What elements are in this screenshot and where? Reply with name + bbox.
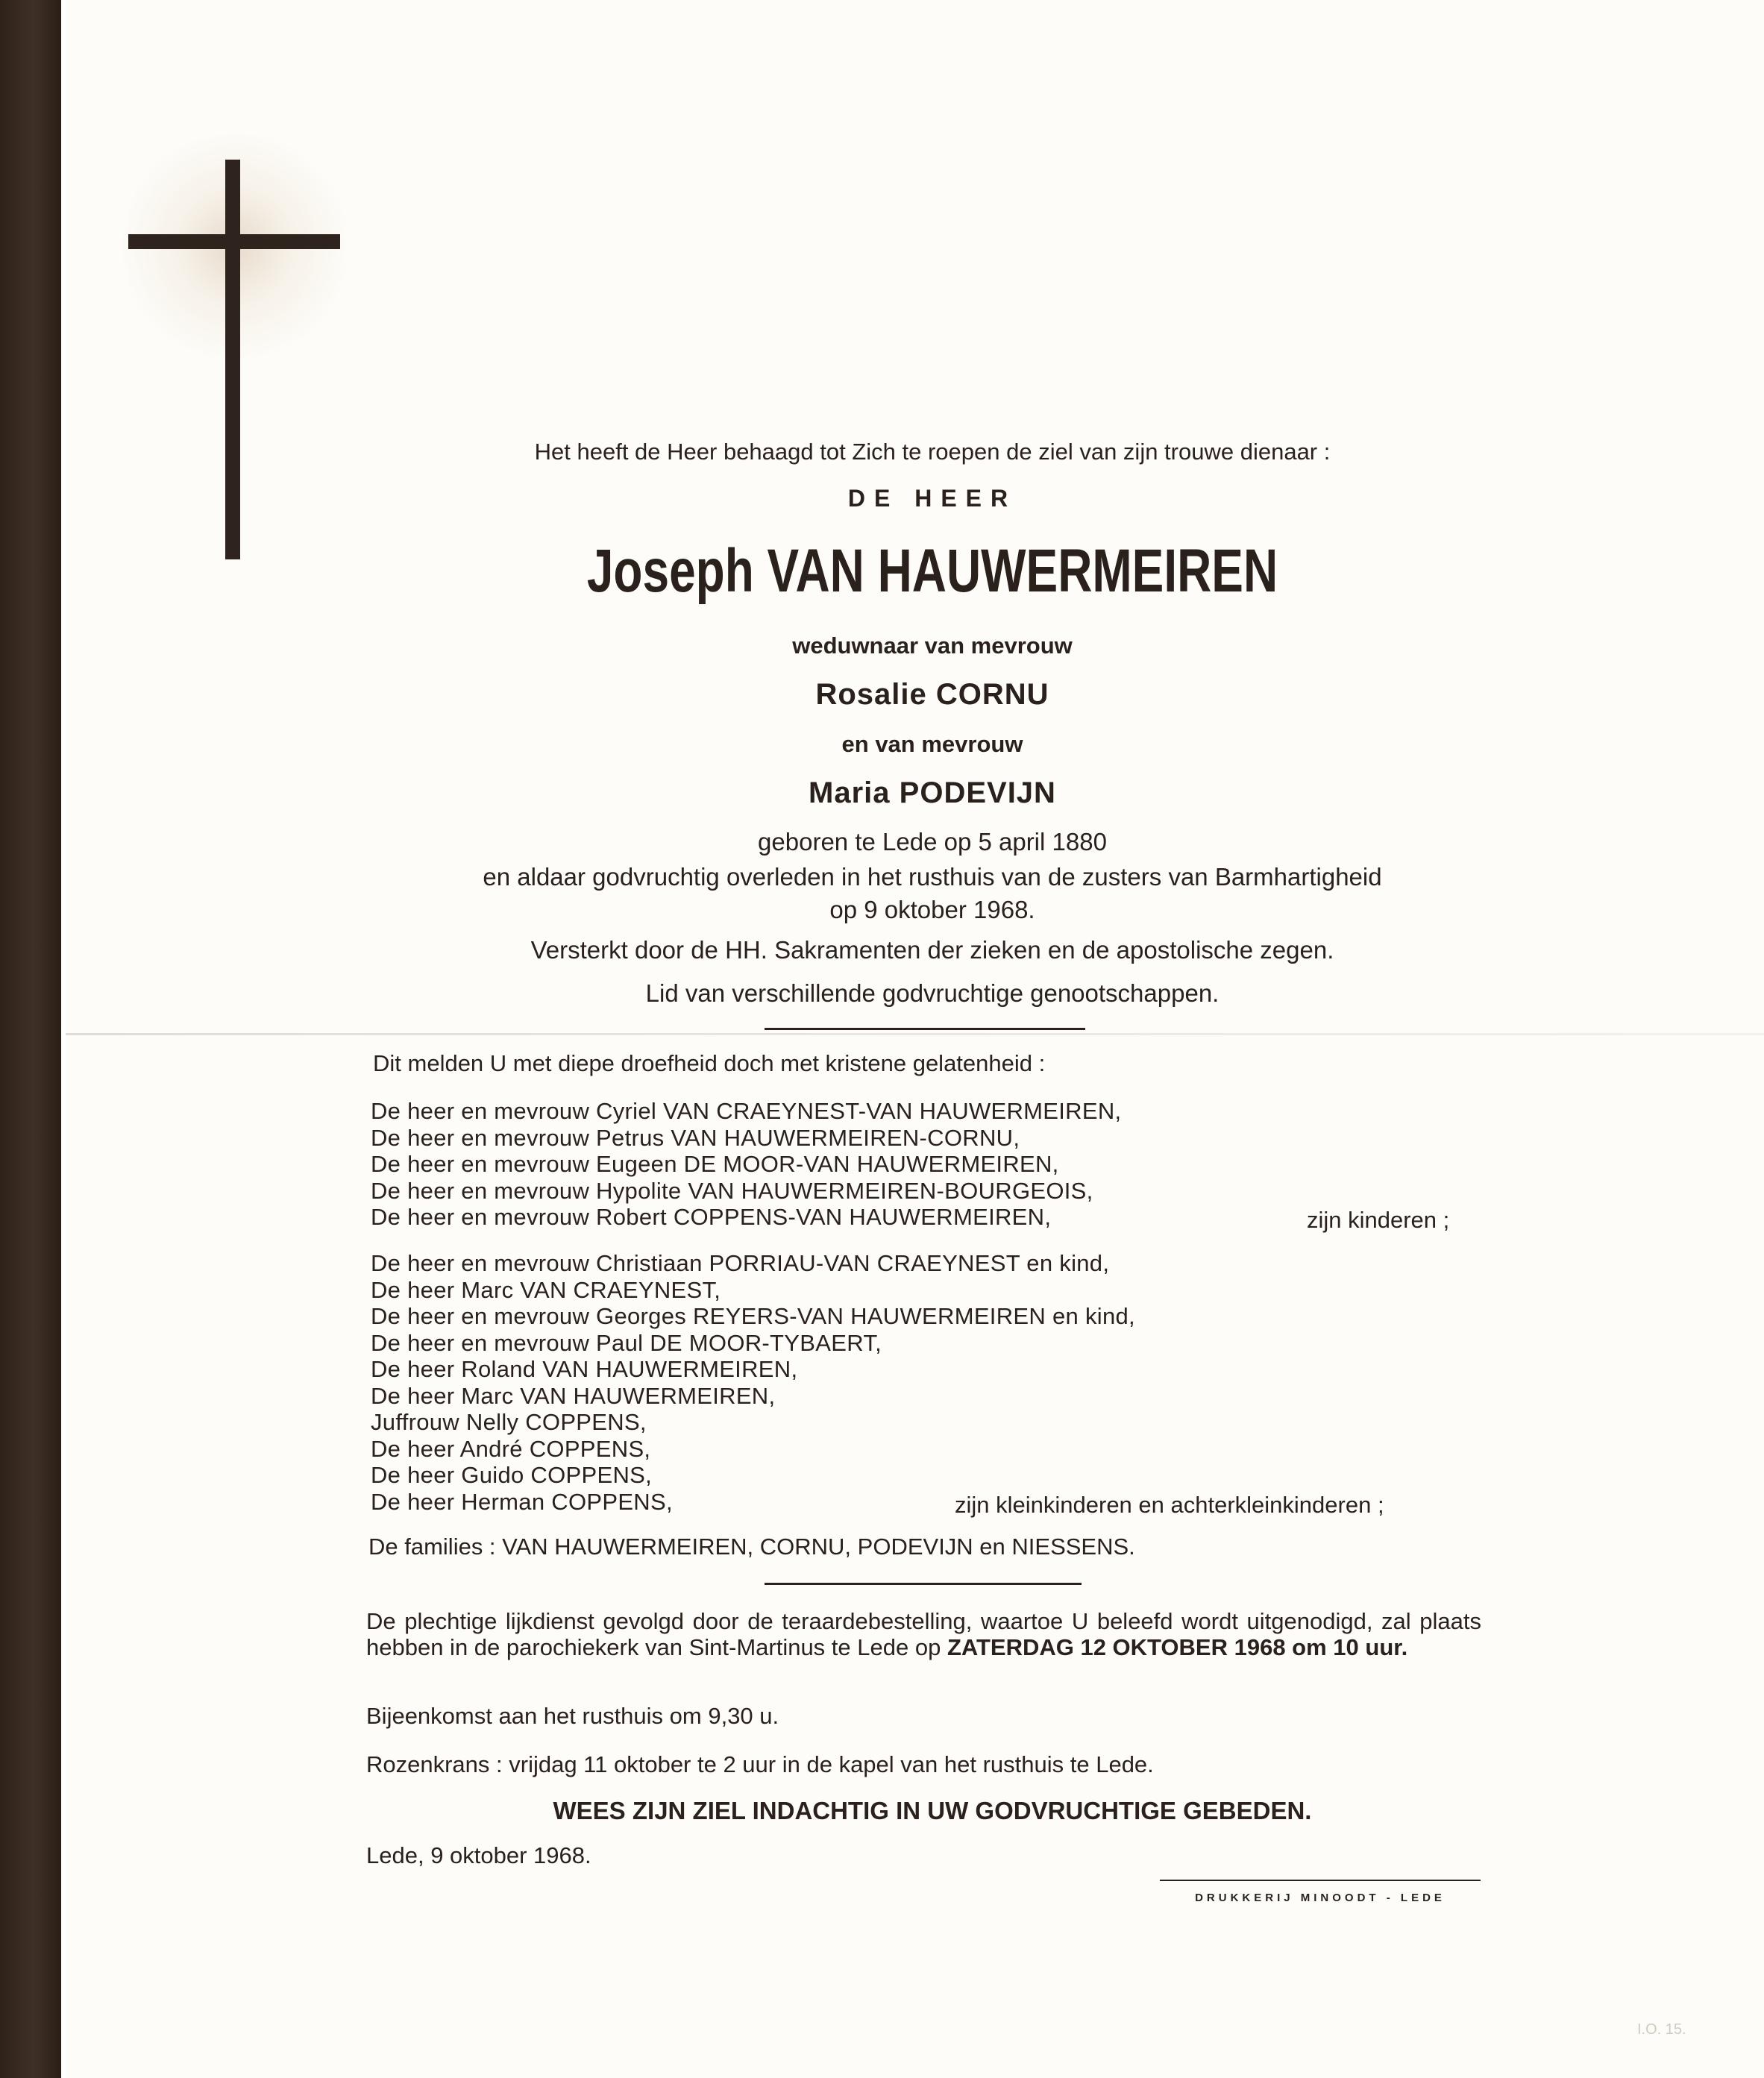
title-prefix: DE HEER bbox=[847, 485, 1017, 512]
sacraments-line: Versterkt door de HH. Sakramenten der zieken en de apostolische zegen. bbox=[530, 936, 1334, 964]
list-item: De heer Roland VAN HAUWERMEIREN, bbox=[371, 1356, 798, 1382]
service-date: ZATERDAG 12 OKTOBER 1968 om 10 uur. bbox=[947, 1634, 1408, 1660]
cross-horizontal-beam bbox=[128, 234, 340, 249]
list-item: De heer André COPPENS, bbox=[371, 1435, 651, 1462]
list-item: Juffrouw Nelly COPPENS, bbox=[371, 1409, 647, 1435]
grandchildren-list bbox=[371, 1250, 1135, 1515]
list-item: De heer Guido COPPENS, bbox=[371, 1462, 653, 1488]
service-text: De plechtige lijkdienst gevolgd door de teraardebestelling, waartoe U beleefd wordt uitgenodigd, zal plaats hebben in de parochiekerk van Sint-Martinus te Lede op bbox=[366, 1608, 1481, 1660]
closing-prayer: WEES ZIJN ZIEL INDACHTIG IN UW GODVRUCHTIGE GEBEDEN. bbox=[553, 1797, 1312, 1824]
death-date: op 9 oktober 1968. bbox=[829, 896, 1035, 923]
cross-vertical-beam bbox=[225, 160, 240, 559]
list-item: De heer en mevrouw Eugeen DE MOOR-VAN HAUWERMEIREN, bbox=[371, 1151, 1059, 1177]
first-spouse-name: Rosalie CORNU bbox=[815, 678, 1049, 711]
children-label: zijn kinderen ; bbox=[1307, 1207, 1450, 1233]
children-list bbox=[371, 1098, 1121, 1231]
deceased-name: Joseph VAN HAUWERMEIREN bbox=[586, 537, 1278, 605]
second-spouse-label: en van mevrouw bbox=[841, 731, 1023, 757]
announcement-intro: Dit melden U met diepe droefheid doch met kristene gelatenheid : bbox=[373, 1050, 1046, 1076]
divider-rule bbox=[765, 1028, 1085, 1030]
gathering-line: Bijeenkomst aan het rusthuis om 9,30 u. bbox=[366, 1703, 779, 1729]
birth-line: geboren te Lede op 5 april 1880 bbox=[758, 828, 1107, 856]
list-item: De heer en mevrouw Robert COPPENS-VAN HAUWERMEIREN, bbox=[371, 1204, 1052, 1230]
cross-icon bbox=[112, 119, 358, 589]
first-spouse-label: weduwnaar van mevrouw bbox=[792, 632, 1073, 659]
list-item: De heer en mevrouw Georges REYERS-VAN HAUWERMEIREN en kind, bbox=[371, 1303, 1135, 1329]
corner-code: I.O. 15. bbox=[1637, 2021, 1686, 2038]
list-item: De heer Herman COPPENS, bbox=[371, 1488, 673, 1515]
mourning-band bbox=[0, 0, 61, 2078]
list-item: De heer en mevrouw Petrus VAN HAUWERMEIREN-CORNU, bbox=[371, 1124, 1020, 1151]
grandchildren-label: zijn kleinkinderen en achterkleinkinderen ; bbox=[955, 1492, 1384, 1518]
place-date: Lede, 9 oktober 1968. bbox=[366, 1842, 591, 1868]
printer-credit: DRUKKERIJ MINOODT - LEDE bbox=[1195, 1892, 1446, 1904]
intro-text: Het heeft de Heer behaagd tot Zich te roepen de ziel van zijn trouwe dienaar : bbox=[534, 439, 1331, 465]
list-item: De heer Marc VAN HAUWERMEIREN, bbox=[371, 1382, 776, 1409]
list-item: De heer en mevrouw Cyriel VAN CRAEYNEST-VAN HAUWERMEIREN, bbox=[371, 1098, 1122, 1124]
second-spouse-name: Maria PODEVIJN bbox=[809, 776, 1056, 809]
list-item: De heer en mevrouw Paul DE MOOR-TYBAERT, bbox=[371, 1329, 882, 1356]
fold-line bbox=[66, 1033, 1764, 1035]
rosary-line: Rozenkrans : vrijdag 11 oktober te 2 uur in de kapel van het rusthuis te Lede. bbox=[366, 1751, 1154, 1777]
death-line: en aldaar godvruchtig overleden in het rusthuis van de zusters van Barmhartigheid bbox=[483, 863, 1382, 891]
list-item: De heer en mevrouw Hypolite VAN HAUWERMEIREN-BOURGEOIS, bbox=[371, 1177, 1093, 1204]
families-line: De families : VAN HAUWERMEIREN, CORNU, PODEVIJN en NIESSENS. bbox=[368, 1534, 1135, 1560]
membership-line: Lid van verschillende godvruchtige genootschappen. bbox=[645, 979, 1220, 1007]
divider-rule bbox=[765, 1583, 1082, 1585]
list-item: De heer Marc VAN CRAEYNEST, bbox=[371, 1276, 721, 1303]
service-paragraph bbox=[366, 1608, 1481, 1660]
list-item: De heer en mevrouw Christiaan PORRIAU-VAN CRAEYNEST en kind, bbox=[371, 1250, 1110, 1276]
printer-rule bbox=[1160, 1880, 1481, 1881]
